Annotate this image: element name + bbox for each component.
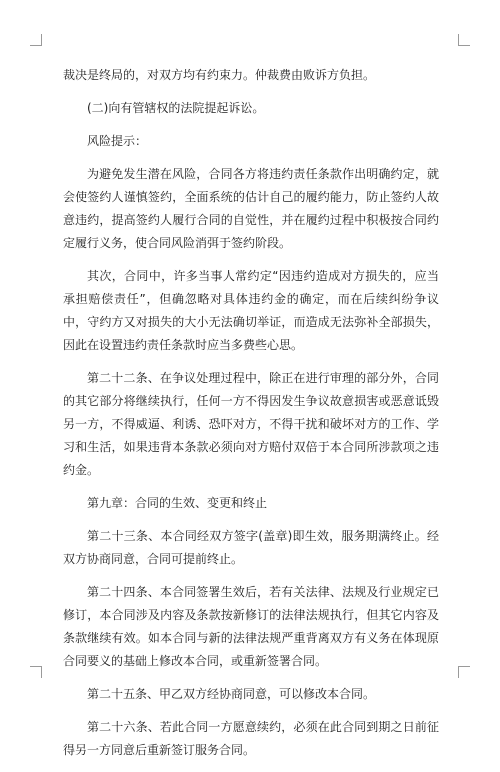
crop-mark-top-left bbox=[30, 34, 42, 46]
paragraph-article-25: 第二十五条、甲乙双方经协商同意，可以修改本合同。 bbox=[87, 687, 376, 701]
paragraph-article-26: 第二十六条、若此合同一方愿意续约，必须在此合同到期之日前征得另一方同意后重新签订服务合同。 bbox=[63, 720, 439, 757]
crop-mark-bottom-left bbox=[30, 666, 42, 678]
paragraph-article-24: 第二十四条、本合同签署生效后，若有关法律、法规及行业规定已修订，本合同涉及内容及条款按新修订的法律法规执行，但其它内容及条款继续有效。如本合同与新的法律法规严重背离双方有义务在体现原合同要义的基础上修改本合同，或重新签署合同。 bbox=[63, 585, 439, 668]
crop-mark-top-right bbox=[458, 34, 470, 46]
paragraph-arbitration-final: 裁决是终局的，对双方均有约束力。仲裁费由败诉方负担。 bbox=[63, 68, 376, 82]
paragraph-article-23: 第二十三条、本合同经双方签字(盖章)即生效，服务期满终止。经双方协商同意，合同可提前终止。 bbox=[63, 529, 439, 566]
paragraph-risk-heading: 风险提示： bbox=[87, 134, 148, 148]
document-body bbox=[63, 64, 439, 772]
paragraph-liquidated-damages: 其次，合同中，许多当事人常约定“因违约造成对方损失的，应当承担赔偿责任”，但确忽略对具体违约金的确定，而在后续纠纷争议中，守约方又对损失的大小无法确切举证，而造成无法弥补全部损失，因此在设置违约责任条款时应当多费些心思。 bbox=[63, 269, 439, 352]
paragraph-chapter-9-heading: 第九章：合同的生效、变更和终止 bbox=[87, 496, 268, 510]
paragraph-risk-avoidance: 为避免发生潜在风险，合同各方将违约责任条款作出明确约定，就会使签约人谨慎签约，全面系统的估计自己的履约能力，防止签约人故意违约，提高签约人履行合同的自觉性，并在履约过程中积极按合同约定履行义务，使合同风险消弭于签约阶段。 bbox=[63, 167, 439, 250]
paragraph-article-22: 第二十二条、在争议处理过程中，除正在进行审理的部分外，合同的其它部分将继续执行，任何一方不得因发生争议故意损害或恶意诋毁另一方，不得威逼、利诱、恐吓对方，不得干扰和破坏对方的工作、学习和生活，如果违背本条款必须向对方赔付双倍于本合同所涉款项之违约金。 bbox=[63, 371, 439, 477]
paragraph-court-litigation: (二)向有管辖权的法院提起诉讼。 bbox=[87, 101, 265, 115]
crop-mark-bottom-right bbox=[458, 666, 470, 678]
